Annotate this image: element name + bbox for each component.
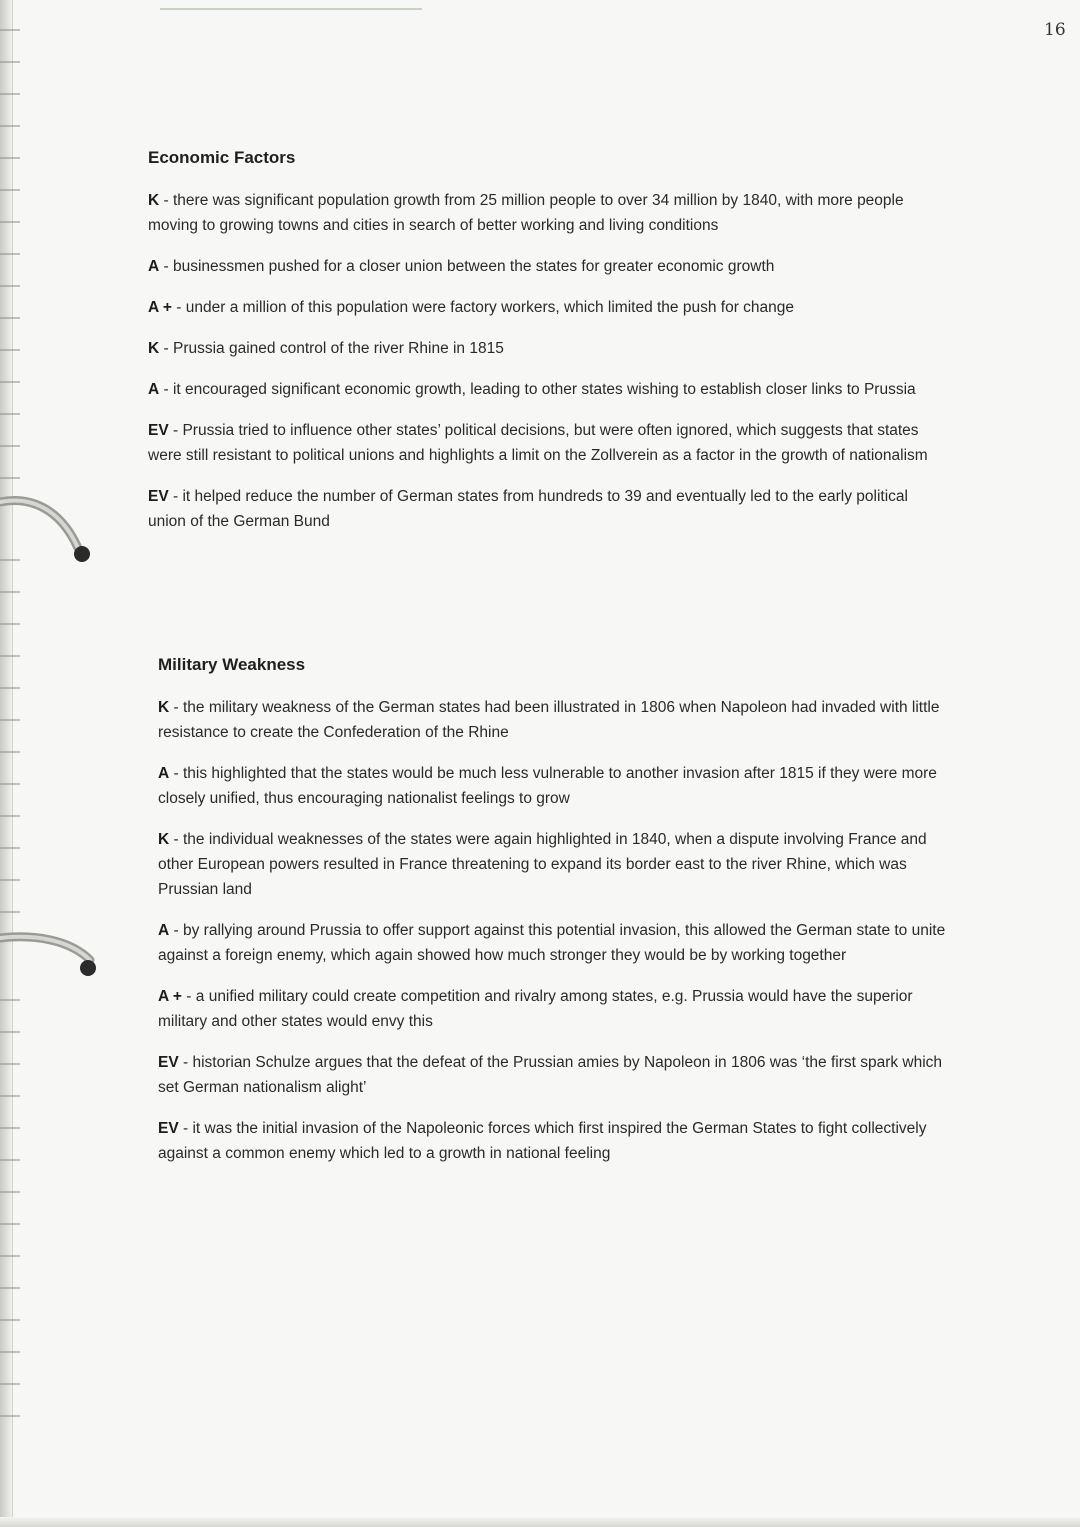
note-entry: A + - under a million of this population were factory workers, which limited the push for change <box>148 299 795 316</box>
section-economic-factors <box>148 148 948 550</box>
note-entry: K - the individual weaknesses of the states were again highlighted in 1840, when a dispute involving France and other European powers resulted in France threatening to expand its border east to the river Rhine, which was Prussian land <box>158 831 927 898</box>
entry-text: a unified military could create competition and rivalry among states, e.g. Prussia would have the superior military and other states would envy this <box>158 988 913 1030</box>
entry-label: EV <box>148 422 169 439</box>
entry-label: K <box>158 831 170 848</box>
note-entry: A - by rallying around Prussia to offer support against this potential invasion, this allowed the German state to unite against a foreign enemy, which again showed how much stronger they would be by working together <box>158 922 946 964</box>
entry-text: there was significant population growth from 25 million people to over 34 million by 1840, with more people moving to growing towns and cities in search of better working and living conditions <box>148 192 904 234</box>
entry-text: this highlighted that the states would be much less vulnerable to another invasion after 1815 if they were more closely unified, thus encouraging nationalist feelings to grow <box>158 765 937 807</box>
entry-text: businessmen pushed for a closer union between the states for greater economic growth <box>172 258 775 275</box>
section-military-weakness <box>158 655 950 1182</box>
entry-label: A + <box>148 299 172 316</box>
entry-label: EV <box>158 1120 179 1137</box>
section-heading: Military Weakness <box>158 655 306 674</box>
entry-label: K <box>148 192 160 209</box>
note-entry: A + - a unified military could create competition and rivalry among states, e.g. Prussia would have the superior military and other states would envy this <box>158 988 913 1030</box>
note-entry: A - this highlighted that the states would be much less vulnerable to another invasion after 1815 if they were more closely unified, thus encouraging nationalist feelings to grow <box>158 765 937 807</box>
note-entry: EV - it helped reduce the number of German states from hundreds to 39 and eventually led to the early political union of the German Bund <box>148 488 908 530</box>
top-rule <box>160 8 422 10</box>
entry-label: A <box>158 922 170 939</box>
entry-label: A <box>158 765 170 782</box>
entry-text: the individual weaknesses of the states were again highlighted in 1840, when a dispute involving France and other European powers resulted in France threatening to expand its border east to the river Rhine, which was Prussian land <box>158 831 927 898</box>
entry-label: A + <box>158 988 182 1005</box>
section-heading: Economic Factors <box>148 148 296 167</box>
entry-text: under a million of this population were factory workers, which limited the push for change <box>185 299 795 316</box>
entry-label: EV <box>158 1054 179 1071</box>
page-number: 16 <box>1044 20 1066 40</box>
entry-text: by rallying around Prussia to offer support against this potential invasion, this allowed the German state to unite against a foreign enemy, which again showed how much stronger they would be by working together <box>158 922 946 964</box>
entry-label: A <box>148 381 160 398</box>
binder-ring-icon <box>0 488 100 578</box>
note-entry: A - businessmen pushed for a closer union between the states for greater economic growth <box>148 258 775 275</box>
note-entry: K - there was significant population growth from 25 million people to over 34 million by 1840, with more people moving to growing towns and cities in search of better working and living conditions <box>148 192 904 234</box>
note-entry: A - it encouraged significant economic growth, leading to other states wishing to establish closer links to Prussia <box>148 381 916 398</box>
entry-label: K <box>148 340 160 357</box>
entry-text: the military weakness of the German states had been illustrated in 1806 when Napoleon had invaded with little resistance to create the Confederation of the Rhine <box>158 699 940 741</box>
entry-text: historian Schulze argues that the defeat of the Prussian amies by Napoleon in 1806 was ‘the first spark which set German nationalism alight’ <box>158 1054 943 1096</box>
ruler-marks <box>0 0 24 1527</box>
entry-text: it was the initial invasion of the Napoleonic forces which first inspired the German States to fight collectively against a common enemy which led to a growth in national feeling <box>158 1120 927 1162</box>
entry-text: Prussia tried to influence other states’ political decisions, but were often ignored, which suggests that states were still resistant to political unions and highlights a limit on the Zollverein as a factor in the growth of nationalism <box>148 422 928 464</box>
entry-text: Prussia gained control of the river Rhine in 1815 <box>172 340 504 357</box>
page-bottom-edge <box>0 1517 1080 1527</box>
note-entry: EV - historian Schulze argues that the defeat of the Prussian amies by Napoleon in 1806 was ‘the first spark which set German nationalism alight’ <box>158 1054 943 1096</box>
note-entry: EV - it was the initial invasion of the Napoleonic forces which first inspired the German States to fight collectively against a common enemy which led to a growth in national feeling <box>158 1120 927 1162</box>
entry-label: EV <box>148 488 169 505</box>
note-entry: K - the military weakness of the German states had been illustrated in 1806 when Napoleon had invaded with little resistance to create the Confederation of the Rhine <box>158 699 940 741</box>
note-entry: K - Prussia gained control of the river Rhine in 1815 <box>148 340 504 357</box>
binder-ring-icon <box>0 926 100 1016</box>
entry-label: A <box>148 258 160 275</box>
note-entry: EV - Prussia tried to influence other states’ political decisions, but were often ignored, which suggests that states were still resistant to political unions and highlights a limit on the Zollverein as a factor in the growth of nationalism <box>148 422 928 464</box>
entry-text: it helped reduce the number of German states from hundreds to 39 and eventually led to the early political union of the German Bund <box>148 488 908 530</box>
entry-label: K <box>158 699 170 716</box>
entry-text: it encouraged significant economic growth, leading to other states wishing to establish closer links to Prussia <box>172 381 916 398</box>
